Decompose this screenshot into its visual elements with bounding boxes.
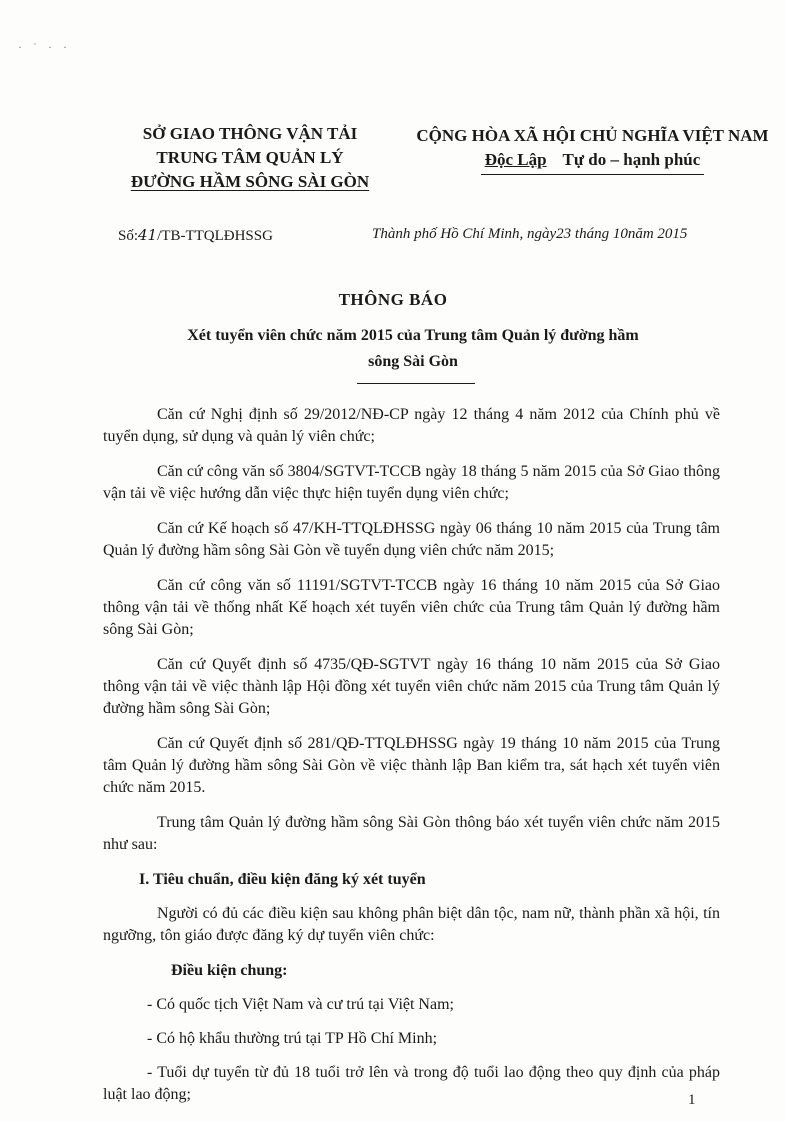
legal-basis-paragraph: Căn cứ Nghị định số 29/2012/NĐ-CP ngày 12 tháng 4 năm 2012 của Chính phủ về tuyển dụng, sử dụng và quản lý viên chức; <box>103 406 720 445</box>
document-title: THÔNG BÁO <box>338 290 448 309</box>
condition-item: - Có quốc tịch Việt Nam và cư trú tại Việt Nam; <box>147 996 454 1013</box>
dateline-place: Thành phố Hồ Chí Minh, ngày <box>372 226 557 242</box>
motto-freedom: Tự do – hạnh phúc <box>562 150 701 169</box>
national-motto <box>481 148 705 175</box>
scan-specks: · ˙ · · <box>18 40 71 54</box>
legal-basis-paragraph: Căn cứ Quyết định số 281/QĐ-TTQLĐHSSG ngày 19 tháng 10 năm 2015 của Trung tâm Quản lý đường hầm sông Sài Gòn về việc thành lập Ban kiểm tra, sát hạch xét tuyển viên chức năm 2015. <box>103 735 720 796</box>
condition-item: - Có hộ khẩu thường trú tại TP Hồ Chí Minh; <box>147 1030 438 1047</box>
subsection-heading: Điều kiện chung: <box>171 962 288 979</box>
section-intro-paragraph: Người có đủ các điều kiện sau không phân biệt dân tộc, nam nữ, thành phần xã hội, tín ngưỡng, tôn giáo được đăng ký dự tuyển viên chức: <box>103 905 720 944</box>
title-divider <box>357 383 475 384</box>
document-reference-number <box>118 226 273 245</box>
dateline-year: năm 2015 <box>627 226 688 242</box>
legal-basis-paragraph: Căn cứ công văn số 11191/SGTVT-TCCB ngày 16 tháng 10 năm 2015 của Sở Giao thông vận tải về thống nhất Kế hoạch xét tuyển viên chức của Trung tâm Quản lý đường hầm sông Sài Gòn; <box>103 577 720 638</box>
agency-line-3: ĐƯỜNG HẦM SÔNG SÀI GÒN <box>130 172 370 191</box>
ref-prefix: Số: <box>118 228 139 244</box>
legal-basis-paragraph: Căn cứ Kế hoạch số 47/KH-TTQLĐHSSG ngày 06 tháng 10 năm 2015 của Trung tâm Quản lý đường hầm sông Sài Gòn về tuyển dụng viên chức năm 2015; <box>103 520 720 559</box>
ref-suffix: /TB-TTQLĐHSSG <box>157 228 273 244</box>
legal-basis-paragraph: Căn cứ Quyết định số 4735/QĐ-SGTVT ngày 16 tháng 10 năm 2015 của Sở Giao thông vận tải về việc thành lập Hội đồng xét tuyển viên chức năm 2015 của Trung tâm Quản lý đường hầm sông Sài Gòn; <box>103 656 720 717</box>
agency-line-2: TRUNG TÂM QUẢN LÝ <box>156 148 344 167</box>
legal-basis-paragraph: Căn cứ công văn số 3804/SGTVT-TCCB ngày 18 tháng 5 năm 2015 của Sở Giao thông vận tải về việc hướng dẫn việc thực hiện tuyển dụng viên chức; <box>103 463 720 502</box>
issuing-agency-header <box>100 122 400 194</box>
dateline-day: 23 <box>556 226 572 242</box>
announcement-paragraph: Trung tâm Quản lý đường hầm sông Sài Gòn thông báo xét tuyển viên chức năm 2015 như sau: <box>103 814 720 853</box>
dateline-month: 10 <box>612 226 628 242</box>
document-dateline <box>372 226 687 243</box>
motto-independence: Độc Lập <box>484 150 547 169</box>
section-heading: I. Tiêu chuẩn, điều kiện đăng ký xét tuyển <box>139 871 426 888</box>
agency-line-1: SỞ GIAO THÔNG VẬN TẢI <box>142 124 358 143</box>
condition-item: - Tuổi dự tuyển từ đủ 18 tuổi trở lên và trong độ tuổi lao động theo quy định của pháp luật lao động; <box>103 1064 720 1103</box>
page-number: 1 <box>688 1092 696 1108</box>
national-title: CỘNG HÒA XÃ HỘI CHỦ NGHĨA VIỆT NAM <box>416 126 769 145</box>
document-body <box>103 404 720 1118</box>
document-subtitle: Xét tuyển viên chức năm 2015 của Trung tâm Quản lý đường hầm sông Sài Gòn <box>187 327 639 370</box>
dateline-month-label: tháng <box>571 226 613 242</box>
ref-number-handwritten: 41 <box>138 226 158 244</box>
national-header <box>405 124 780 175</box>
